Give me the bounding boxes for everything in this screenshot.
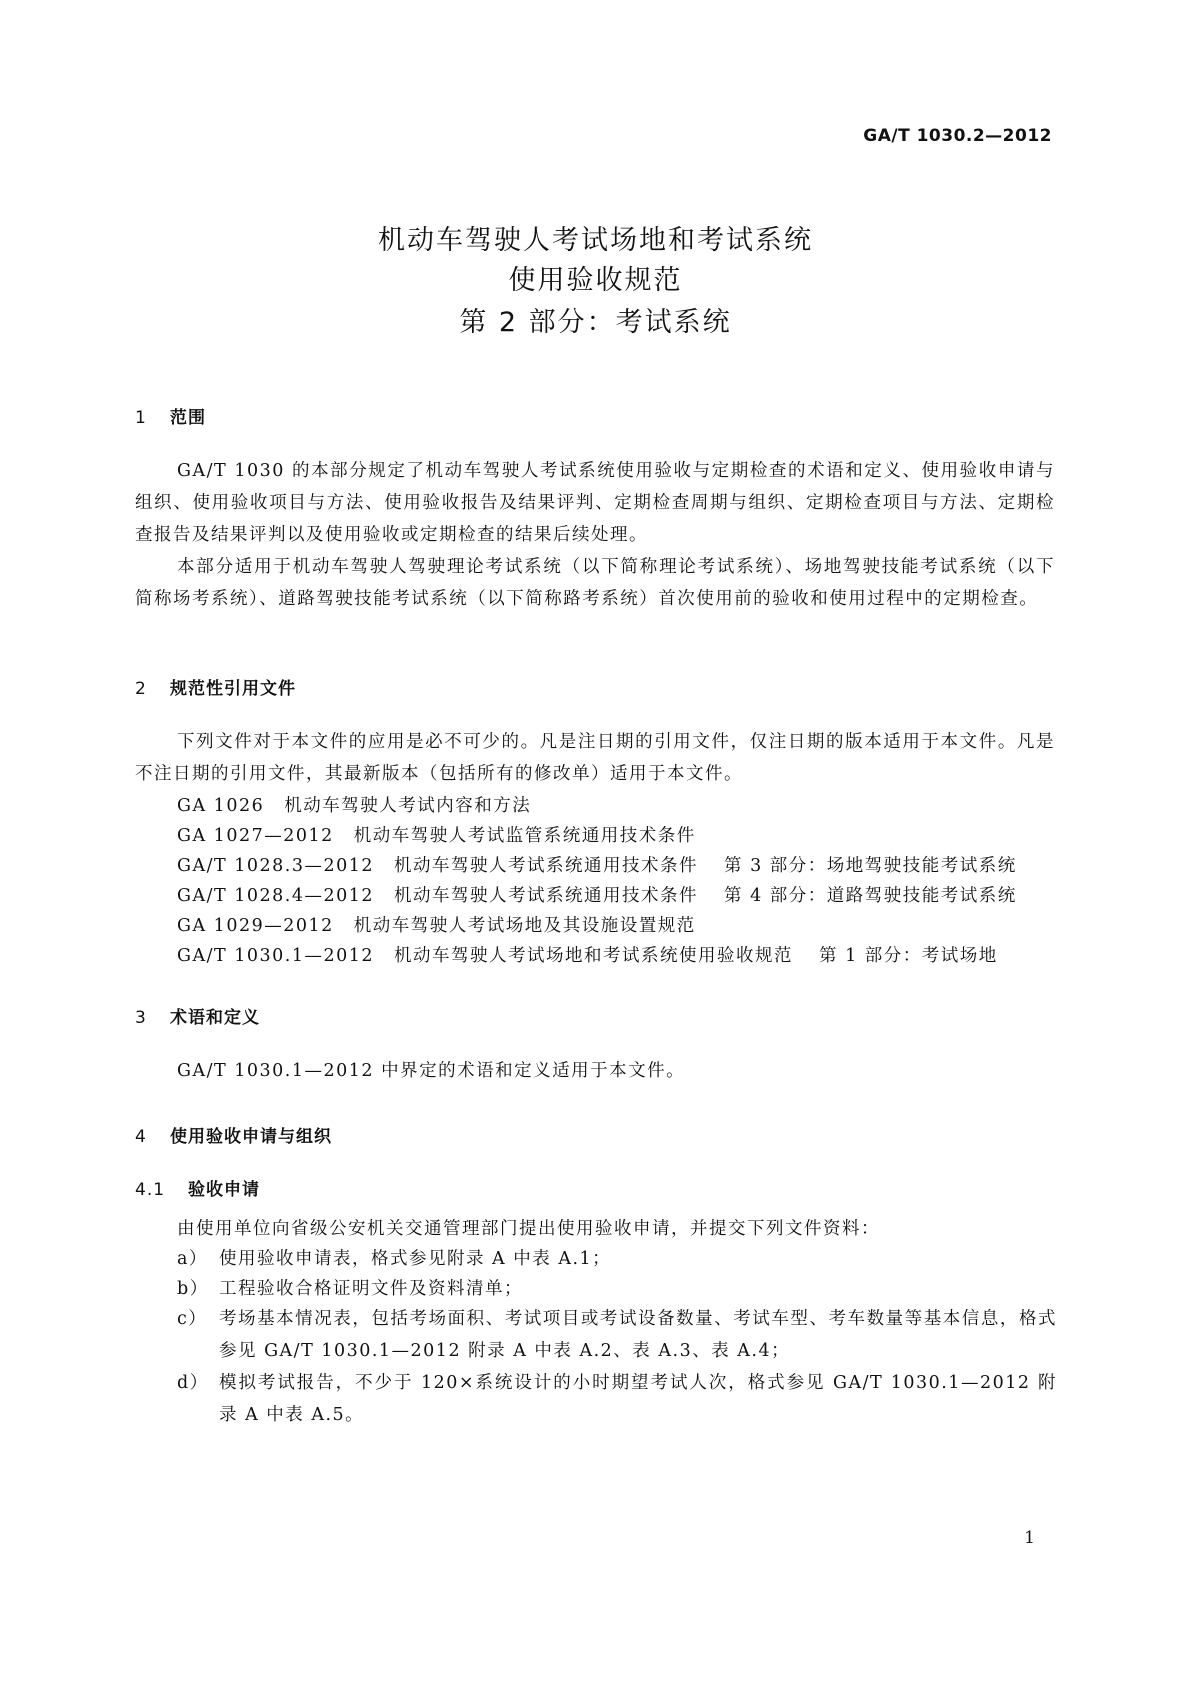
- reference-code: GA 1026: [177, 796, 265, 816]
- section-2-intro: 下列文件对于本文件的应用是必不可少的。凡是注日期的引用文件，仅注日期的版本适用于本文件。凡是不注日期的引用文件，其最新版本（包括所有的修改单）适用于本文件。: [135, 732, 1055, 784]
- section-title: 规范性引用文件: [170, 679, 296, 699]
- reference-code: GA/T 1028.4—2012: [177, 886, 375, 906]
- section-number: 3: [135, 1008, 147, 1028]
- section-number: 4: [135, 1127, 147, 1147]
- list-item-label: d）: [177, 1373, 209, 1393]
- subsection-number: 4.1: [135, 1180, 166, 1200]
- reference-code: GA 1027—2012: [177, 826, 334, 846]
- subsection-4-1-heading: [135, 1175, 260, 1200]
- section-number: 2: [135, 679, 147, 699]
- reference-title: 机动车驾驶人考试监管系统通用技术条件: [353, 826, 696, 846]
- subsection-title: 验收申请: [188, 1180, 260, 1200]
- reference-part: 第 3 部分：场地驾驶技能考试系统: [724, 856, 1017, 876]
- section-number: 1: [135, 408, 147, 428]
- reference-title: 机动车驾驶人考试场地和考试系统使用验收规范: [394, 946, 794, 966]
- section-1-paragraph-1: GA/T 1030 的本部分规定了机动车驾驶人考试系统使用验收与定期检查的术语和定义、使用验收申请与组织、使用验收项目与方法、使用验收报告及结果评判、定期检查周期与组织、定期检查项目与方法、定期检查报告及结果评判以及使用验收或定期检查的结果后续处理。: [135, 461, 1055, 545]
- reference-code: GA/T 1030.1—2012: [177, 946, 375, 966]
- list-item: [177, 1303, 1057, 1367]
- reference-item: [177, 940, 998, 972]
- section-4-heading: [135, 1122, 332, 1147]
- reference-title: 机动车驾驶人考试系统通用技术条件: [394, 886, 699, 906]
- reference-item: [177, 790, 531, 822]
- section-3-heading: [135, 1003, 260, 1028]
- section-1-paragraph-2: 本部分适用于机动车驾驶人驾驶理论考试系统（以下简称理论考试系统）、场地驾驶技能考试系统（以下简称场考系统）、道路驾驶技能考试系统（以下简称路考系统）首次使用前的验收和使用过程中的定期检查。: [135, 557, 1055, 609]
- reference-part: 第 1 部分：考试场地: [819, 946, 998, 966]
- reference-item: [177, 820, 696, 852]
- title-line-2: 使用验收规范: [508, 265, 683, 296]
- reference-code: GA 1029—2012: [177, 916, 334, 936]
- section-2-heading: [135, 674, 296, 699]
- section-title: 使用验收申请与组织: [170, 1127, 332, 1147]
- page-number: 1: [1024, 1528, 1035, 1548]
- list-item-text: 考场基本情况表，包括考场面积、考试项目或考试设备数量、考试车型、考车数量等基本信息，格式参见 GA/T 1030.1—2012 附录 A 中表 A.2、表 A.3、表 A.4；: [219, 1309, 1057, 1361]
- reference-title: 机动车驾驶人考试系统通用技术条件: [394, 856, 699, 876]
- reference-code: GA/T 1028.3—2012: [177, 856, 375, 876]
- reference-title: 机动车驾驶人考试场地及其设施设置规范: [353, 916, 696, 936]
- list-item-text: 使用验收申请表，格式参见附录 A 中表 A.1；: [219, 1249, 612, 1269]
- standard-code: GA/T 1030.2—2012: [863, 126, 1052, 146]
- section-title: 术语和定义: [170, 1008, 260, 1028]
- list-item-label: a）: [177, 1249, 208, 1269]
- list-item-text: 模拟考试报告，不少于 120×系统设计的小时期望考试人次，格式参见 GA/T 1030.1—2012 附录 A 中表 A.5。: [219, 1373, 1057, 1425]
- reference-item: [177, 850, 1017, 882]
- reference-item: [177, 880, 1017, 912]
- section-3-text: GA/T 1030.1—2012 中界定的术语和定义适用于本文件。: [177, 1061, 686, 1081]
- title-line-1: 机动车驾驶人考试场地和考试系统: [378, 225, 813, 256]
- reference-item: [177, 910, 696, 942]
- reference-title: 机动车驾驶人考试内容和方法: [284, 796, 532, 816]
- list-item-text: 工程验收合格证明文件及资料清单；: [219, 1279, 523, 1299]
- list-item: [177, 1243, 1057, 1275]
- section-title: 范围: [170, 408, 206, 428]
- section-1-heading: [135, 403, 206, 428]
- subsection-4-1-intro: 由使用单位向省级公安机关交通管理部门提出使用验收申请，并提交下列文件资料：: [177, 1219, 880, 1239]
- reference-part: 第 4 部分：道路驾驶技能考试系统: [724, 886, 1017, 906]
- list-item: [177, 1367, 1057, 1431]
- title-line-3: 第 2 部分：考试系统: [459, 307, 732, 338]
- list-item-label: b）: [177, 1279, 209, 1299]
- list-item: [177, 1273, 1057, 1305]
- list-item-label: c）: [177, 1309, 208, 1329]
